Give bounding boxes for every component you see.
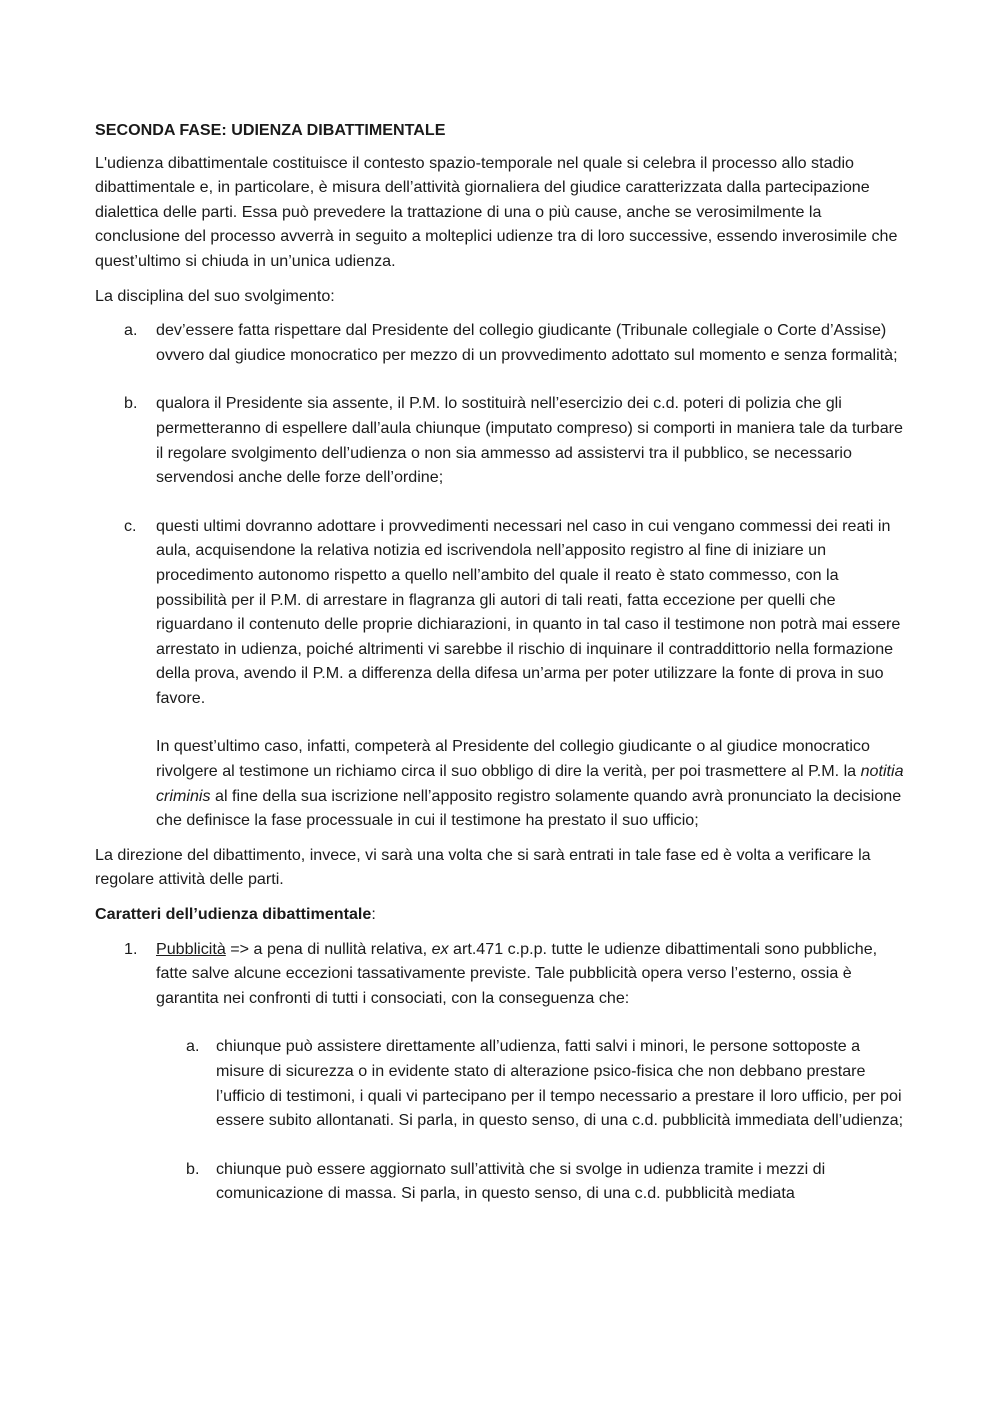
italic-term: ex [431, 939, 449, 958]
characters-heading: Caratteri dell’udienza dibattimentale: [95, 905, 376, 924]
intro-paragraph: L'udienza dibattimentale costituisce il contesto spazio-temporale nel quale si celebra il processo allo stadio dibattimentale e, in particolare, è misura dell’attività giornaliera del giudice caratterizzata dalla partecipazione dialettica delle parti. Essa può prevedere la trattazione di una o più cause, anche se verosimilmente la conclusione del processo avverrà in seguito a molteplici udienze tra di loro successive, essendo inverosimile che quest’ultimo si chiuda in un’unica udienza. [95, 153, 898, 270]
numbered-item [95, 937, 908, 1011]
list-marker: b. [186, 1159, 200, 1178]
section-heading: SECONDA FASE: UDIENZA DIBATTIMENTALE [95, 121, 446, 139]
underlined-term: Pubblicità [156, 939, 226, 958]
italic-term: notitia criminis [156, 762, 904, 805]
discipline-list [95, 318, 908, 833]
list-marker: 1. [124, 939, 138, 958]
sub-list-item-text: chiunque può essere aggiornato sull’attività che si svolge in udienza tramite i mezzi di comunicazione di massa. Si parla, in questo senso, di una c.d. pubblicità mediata [216, 1159, 826, 1203]
sub-list-item [95, 1157, 908, 1206]
list-item-text: dev’essere fatta rispettare dal Presidente del collegio giudicante (Tribunale collegiale o Corte d’Assise) ovvero dal giudice monocratico per mezzo di un provvedimento adottato sul momento e senza formalità; [156, 321, 898, 364]
direction-paragraph: La direzione del dibattimento, invece, vi sarà una volta che si sarà entrati in tale fase ed è volta a verificare la regolare attività delle parti. [95, 845, 871, 889]
list-item-text: questi ultimi dovranno adottare i provvedimenti necessari nel caso in cui vengano commessi dei reati in aula, acquisendone la relativa notizia ed iscrivendola nell’apposito registro al fine di iniziare un procedimento autonomo rispetto a quello nell’ambito del quale il reato è stato commesso, con la possibilità per il P.M. di arrestare in flagranza gli autori di tali reati, fatta eccezione per quelli che riguardano il contenuto delle proprie dichiarazioni, in quanto in tal caso il testimone non potrà mai essere arrestato in udienza, poiché altrimenti vi sarebbe il rischio di inquinare il contraddittorio nella formazione della prova, avendo il P.M. a differenza della difesa un’arma per poter utilizzare la fonte di prova in suo favore. [156, 516, 901, 707]
list-marker: b. [124, 394, 138, 413]
item-c-followup: In quest’ultimo caso, infatti, competerà al Presidente del collegio giudicante o al giudice monocratico rivolgere al testimone un richiamo circa il suo obbligo di dire la verità, per poi trasmettere al P.M. la notitia criminis al fine della sua iscrizione nell’apposito registro solamente quando avrà pronunciato la decisione che definisce la fase processuale in cui il testimone ha prestato il suo ufficio; [156, 737, 904, 830]
numbered-item-text: Pubblicità => a pena di nullità relativa, ex art.471 c.p.p. tutte le udienze dibattimentali sono pubbliche, fatte salve alcune eccezioni tassativamente previste. Tale pubblicità opera verso l’esterno, ossia è garantita nei confronti di tutti i consociati, con la conseguenza che: [156, 939, 878, 1007]
list-item [95, 318, 908, 367]
characters-list [95, 937, 908, 1206]
discipline-lead: La disciplina del suo svolgimento: [95, 286, 335, 305]
sub-list-item-text: chiunque può assistere direttamente all’udienza, fatti salvi i minori, le persone sottoposte a misure di sicurezza o in evidente stato di alterazione psico-fisica che non debbano prestare l’ufficio di testimoni, i quali vi partecipano per il tempo necessario a prestare il loro ufficio, per poi essere subito allontanati. Si parla, in questo senso, di una c.d. pubblicità immediata dell’udienza; [216, 1037, 904, 1130]
list-marker: a. [124, 321, 138, 340]
sub-list-item [95, 1034, 908, 1132]
list-item-text: qualora il Presidente sia assente, il P.M. lo sostituirà nell’esercizio dei c.d. poteri di polizia che gli permetteranno di espellere dall’aula chiunque (imputato compreso) si comporti in maniera tale da turbare il regolare svolgimento dell’udienza o non sia ammesso ad assistervi tra il pubblico, se necessario servendosi anche delle forze dell’ordine; [156, 394, 903, 487]
list-item [95, 391, 908, 489]
list-marker: a. [186, 1037, 200, 1056]
list-item [95, 514, 908, 711]
list-marker: c. [124, 516, 137, 535]
